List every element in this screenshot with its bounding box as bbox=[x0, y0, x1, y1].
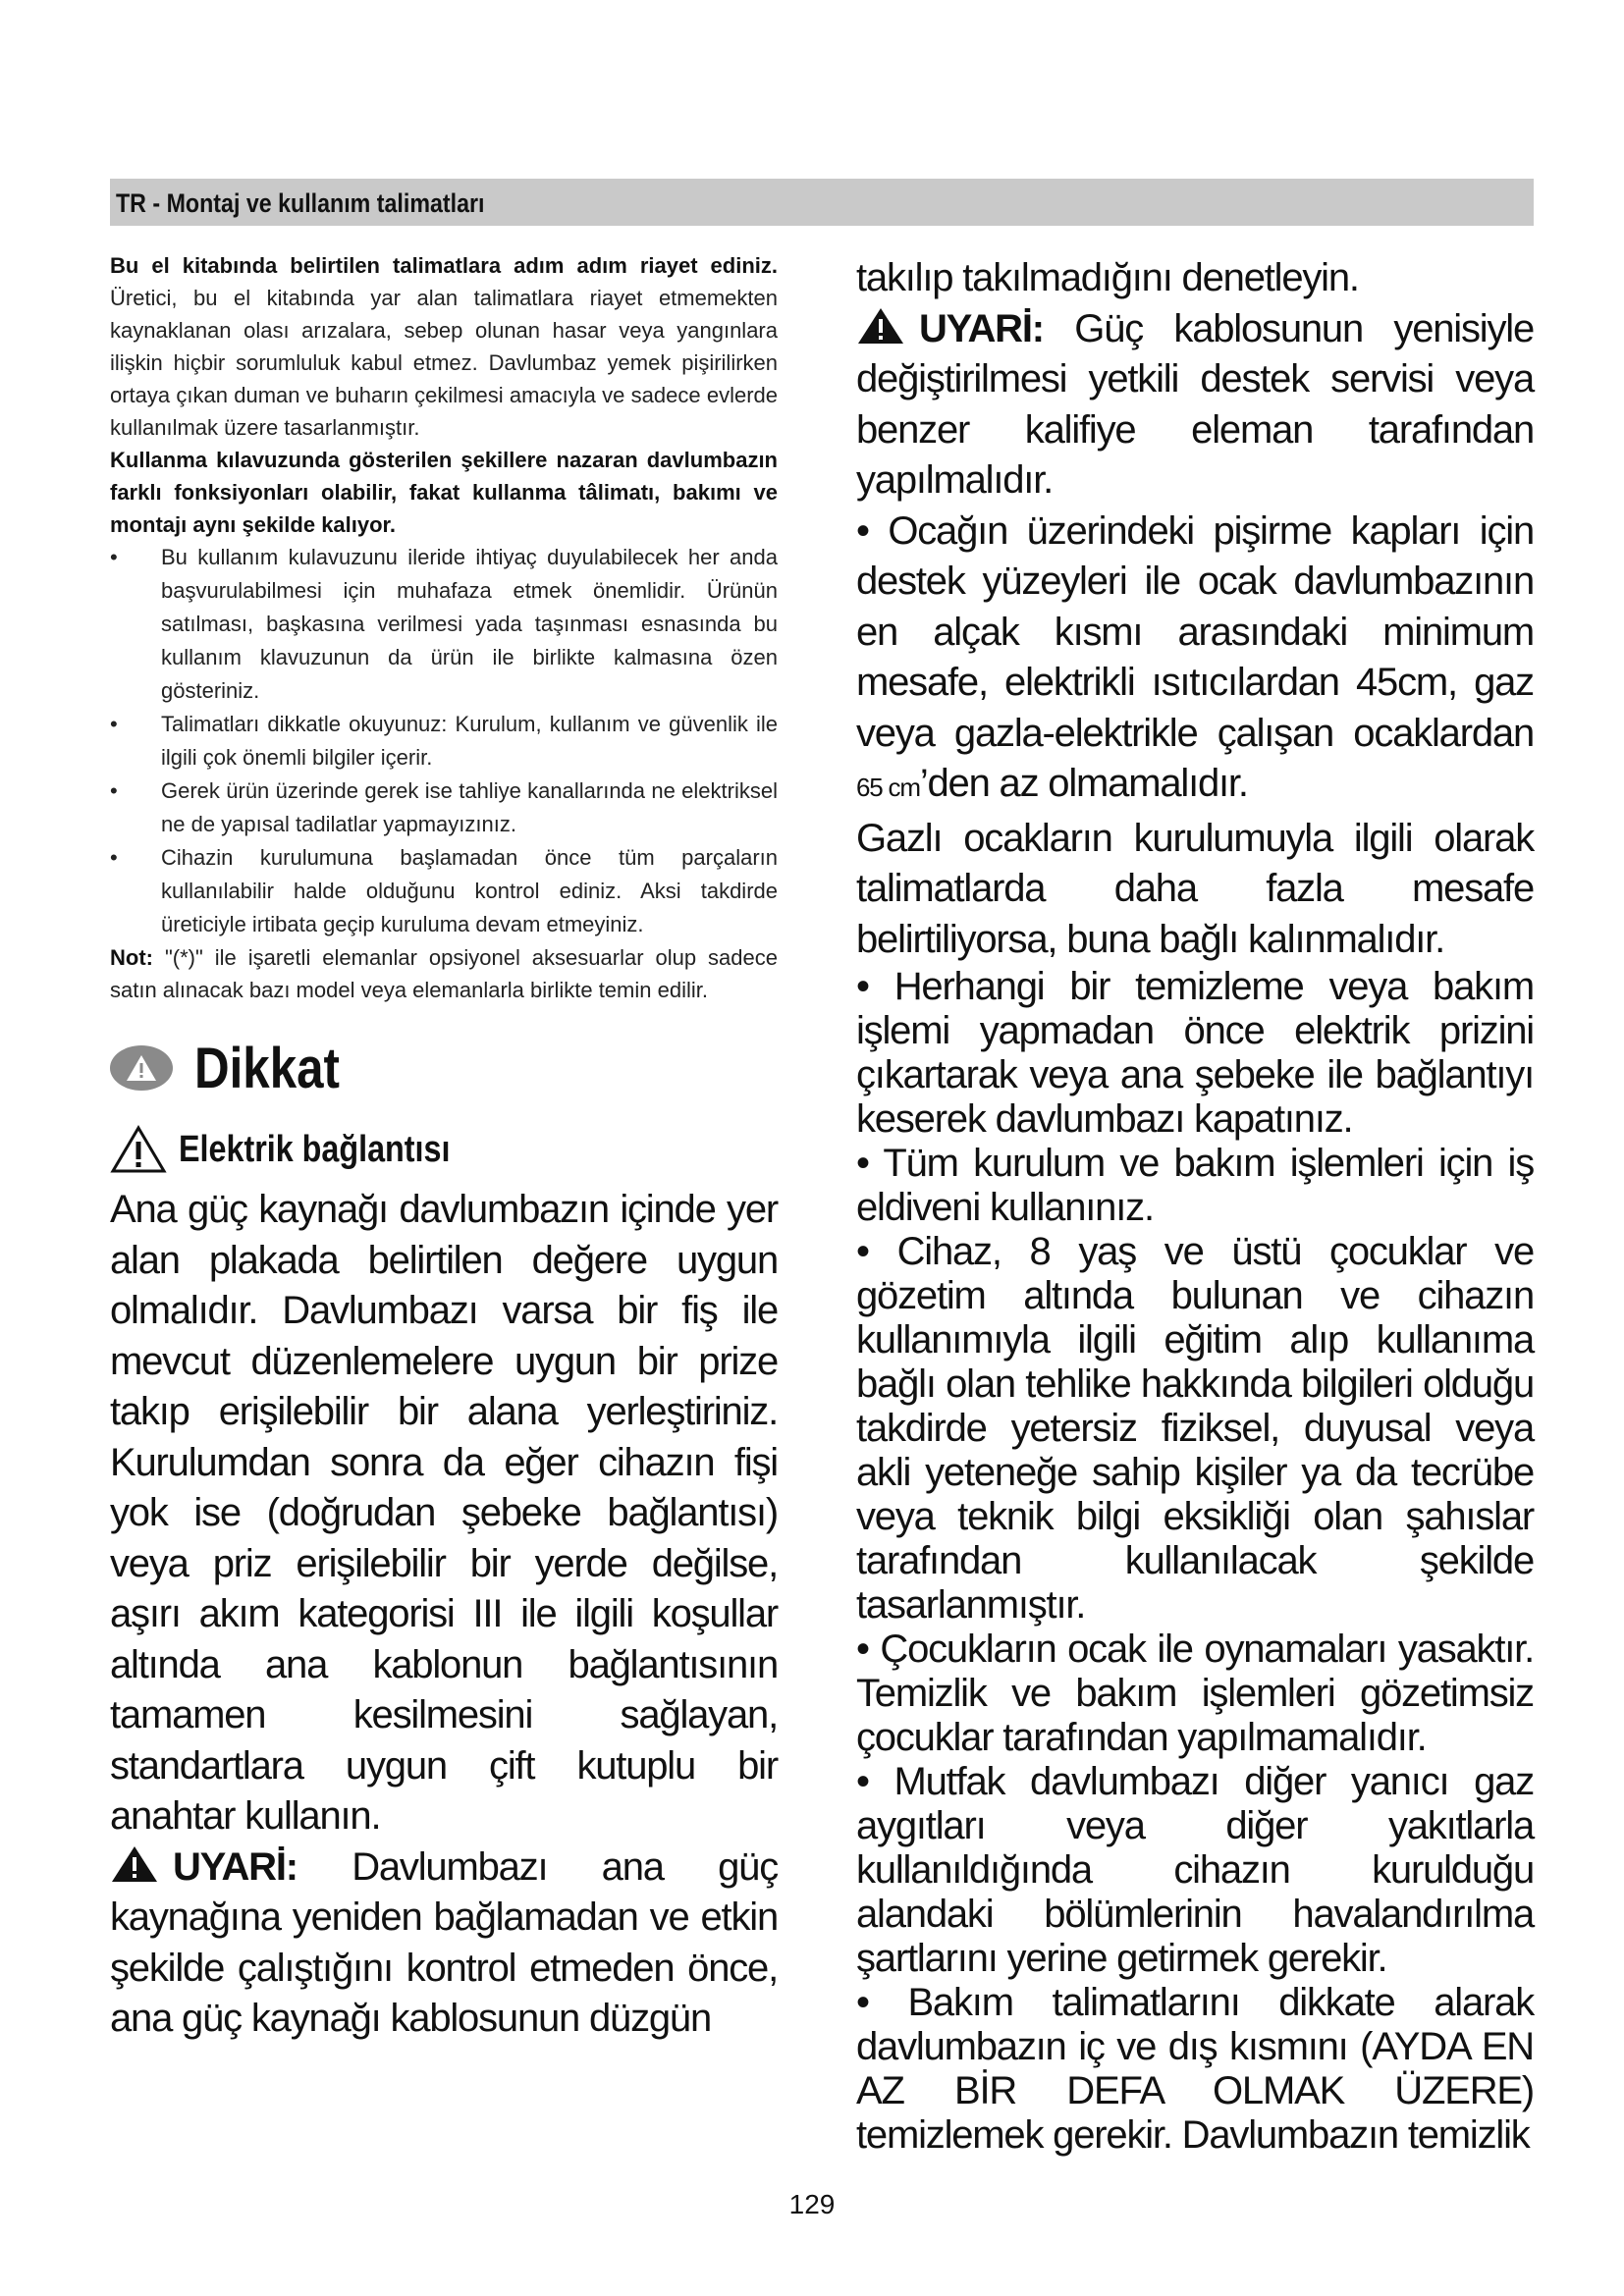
distance-small: 65 cm bbox=[856, 773, 920, 802]
maintenance-bullet: • Bakım talimatlarını dikkate alarak davlumbazın iç ve dış kısmını (AYDA EN AZ BİR DEFA OLMAK ÜZERE) temizlemek gerekir. Davlumbazın temizlik bbox=[856, 1981, 1534, 2157]
warning-filled-icon bbox=[856, 306, 905, 346]
intro-bold-1: Bu el kitabında belirtilen talimatlara adım adım riayet ediniz. bbox=[110, 253, 778, 278]
intro-paragraph bbox=[110, 249, 778, 444]
warning-text: Güç kablosunun yenisiyle değiştirilmesi yetkili destek servisi veya benzer kalifiye eleman tarafından yapılmalıdır. bbox=[856, 306, 1534, 502]
caution-circle-icon bbox=[110, 1045, 173, 1091]
dikkat-title: Dikkat bbox=[194, 1036, 340, 1100]
warning-outline-icon bbox=[110, 1125, 167, 1174]
intro-bold-2 bbox=[110, 444, 778, 541]
warning-label: UYARİ: bbox=[173, 1844, 298, 1889]
right-body bbox=[856, 253, 1534, 2158]
list-item: • Bu kullanım kulavuzunu ileride ihtiyaç duyulabilecek her anda başvurulabilmesi için muhafaza etmek önemlidir. Ürünün satılması, başkasına verilmesi yada taşınması esnasında bu kullanım klavuzunun da ürün ile birlikte kalmasına özen gösteriniz. bbox=[110, 541, 778, 708]
list-item: • Talimatları dikkatle okuyunuz: Kurulum, kullanım ve güvenlik ile ilgili çok önemli bilgiler içerir. bbox=[110, 708, 778, 774]
cleaning-bullet: • Herhangi bir temizleme veya bakım işlemi yapmadan önce elektrik prizini çıkartarak veya ana şebeke ile bağlantıyı keserek davlumbazı kapatınız. bbox=[856, 965, 1534, 1141]
play-bullet: • Çocukların ocak ile oynamaları yasaktır. Temizlik ve bakım işlemleri gözetimsiz çocuklar tarafından yapılmamalıdır. bbox=[856, 1628, 1534, 1759]
right-column bbox=[856, 253, 1534, 2158]
distance-bullet-text: • Ocağın üzerindeki pişirme kapları için destek yüzeyleri ile ocak davlumbazının en alçak kısmı arasındaki minimum mesafe, elektrikli ısıtıcılardan 45cm, gaz veya gazla-elektrikle çalışan ocaklardan bbox=[856, 508, 1534, 755]
elektrik-heading bbox=[110, 1120, 778, 1179]
warning-filled-icon bbox=[110, 1844, 159, 1884]
warning-label: UYARİ: bbox=[919, 306, 1044, 350]
note-label: Not: bbox=[110, 945, 153, 970]
page-number: 129 bbox=[788, 2189, 836, 2219]
list-item: • Cihazin kurulumuna başlamadan önce tüm parçaların kullanılabilir halde olduğunu kontrol ediniz. Aksi takdirde üreticiyle irtibata geçip kuruluma devam etmeyiniz. bbox=[110, 841, 778, 941]
distance-tail: ’den az olmamalıdır. bbox=[919, 762, 1248, 805]
note-paragraph bbox=[110, 941, 778, 1006]
dikkat-heading bbox=[110, 1034, 778, 1102]
children-bullet: • Cihaz, 8 yaş ve üstü çocuklar ve gözetim altında bulunan ve cihazın kullanımıyla ilgili eğitim alıp kullanıma bağlı olan tehlike hakkında bilgileri olduğu takdirde yetersiz fiziksel, duyusal veya akli yeteneğe sahip kişiler ya da tecrübe veya teknik bilgi eksikliği olan şahıslar tarafından kullanılacak şekilde tasarlanmıştır. bbox=[856, 1230, 1534, 1627]
intro-text-1: Üretici, bu el kitabında yar alan talimatlara riayet etmemekten kaynaklanan olası arızalara, sebep olunan hasar veya yangınlara ilişkin hiçbir sorumluluk kabul etmez. Davlumbaz yemek pişirilirken ortaya çıkan duman ve buharın çekilmesi amacıyla ve sadece evlerde kullanılmak üzere tasarlanmıştır. bbox=[110, 286, 778, 440]
note-text: "(*)" ile işaretli elemanlar opsiyonel aksesuarlar olup sadece satın alınacak bazı model veya elemanlarla birlikte temin edilir. bbox=[110, 945, 778, 1002]
left-column bbox=[110, 249, 778, 2045]
gloves-bullet: • Tüm kurulum ve bakım işlemleri için iş eldiveni kullanınız. bbox=[856, 1142, 1534, 1229]
elektrik-title: Elektrik bağlantısı bbox=[179, 1128, 451, 1170]
intro-bold-2-text: Kullanma kılavuzunda gösterilen şekillere nazaran davlumbazın farklı fonksiyonları olabilir, fakat kullanma tâlimatı, bakımı ve montajı aynı şekilde kalıyor. bbox=[110, 448, 778, 537]
elektrik-warning bbox=[110, 1842, 778, 2045]
gas-paragraph: Gazlı ocakların kurulumuyla ilgili olarak talimatlarda daha fazla mesafe belirtiliyorsa, buna bağlı kalınmalıdır. bbox=[856, 816, 1534, 961]
section-header bbox=[110, 179, 1534, 226]
intro-block bbox=[110, 249, 778, 1006]
right-warning bbox=[856, 304, 1534, 507]
list-item: • Gerek ürün üzerinde gerek ise tahliye kanallarında ne elektriksel ne de yapısal tadilatlar yapmayızınız. bbox=[110, 774, 778, 841]
intro-bullets bbox=[110, 541, 778, 941]
ventilation-bullet: • Mutfak davlumbazı diğer yanıcı gaz aygıtları veya diğer yakıtlarla kullanıldığında cihazın kurulduğu alandaki bölümlerinin havalandırılma şartlarını yerine getirmek gerekir. bbox=[856, 1760, 1534, 1980]
section-title: TR - Montaj ve kullanım talimatları bbox=[116, 188, 485, 218]
distance-bullet bbox=[856, 507, 1534, 814]
continuation-text: takılıp takılmadığını denetleyin. bbox=[856, 256, 1359, 299]
warning-text: Davlumbazı ana güç kaynağına yeniden bağlamadan ve etkin şekilde çalıştığını kontrol etmeden önce, ana güç kaynağı kablosunun düzgün bbox=[110, 1844, 778, 2040]
elektrik-body bbox=[110, 1185, 778, 2045]
elektrik-paragraph: Ana güç kaynağı davlumbazın içinde yer alan plakada belirtilen değere uygun olmalıdır. Davlumbazı varsa bir fiş ile mevcut düzenlemelere uygun bir prize takıp erişilebilir bir alana yerleştiriniz. Kurulumdan sonra da eğer cihazın fişi yok ise (doğrudan şebeke bağlantısı) veya priz erişilebilir bir yerde değilse, aşırı akım kategorisi III ile ilgili koşullar altında ana kablonun bağlantısının tamamen kesilmesini sağlayan, standartlara uygun çift kutuplu bir anahtar kullanın. bbox=[110, 1188, 778, 1838]
